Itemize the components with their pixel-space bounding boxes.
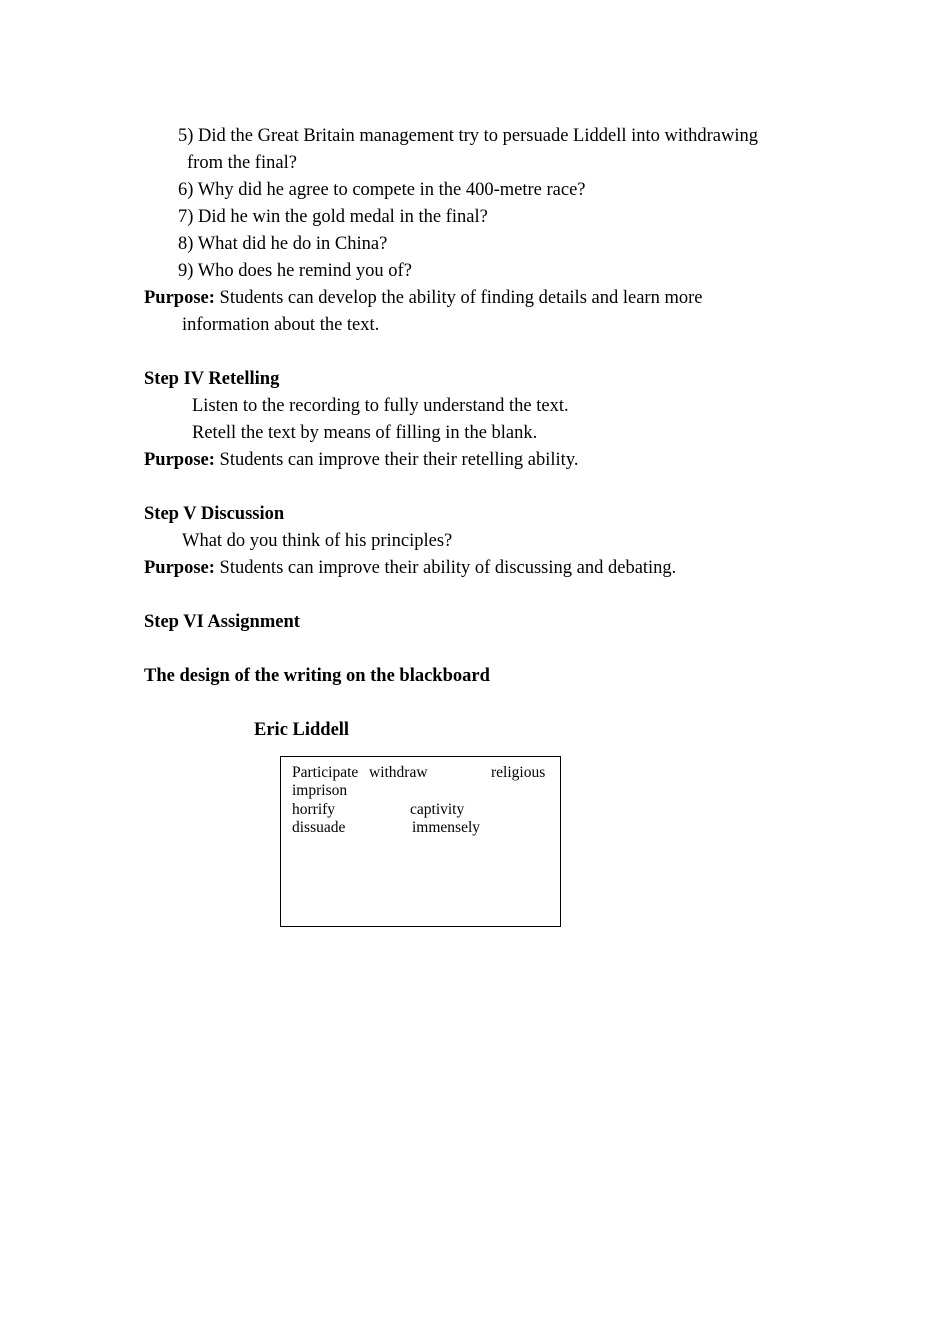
blackboard-title: Eric Liddell xyxy=(254,720,350,740)
purpose-label: Purpose: xyxy=(144,558,215,578)
purpose-text: Students can develop the ability of finding details and learn more xyxy=(219,288,703,308)
question-5-line2: from the final? xyxy=(187,153,297,173)
purpose-text: Students can improve their their retelling ability. xyxy=(219,450,579,470)
step4-heading: Step IV Retelling xyxy=(144,369,280,389)
word-participate: Participate xyxy=(292,764,359,781)
question-7: 7) Did he win the gold medal in the final? xyxy=(178,207,488,227)
word-captivity: captivity xyxy=(410,801,465,818)
purpose-step3 xyxy=(144,285,702,312)
word-withdraw: withdraw xyxy=(369,764,428,781)
purpose-label: Purpose: xyxy=(144,288,215,308)
purpose-text: Students can improve their ability of discussing and debating. xyxy=(219,558,677,578)
word-horrify: horrify xyxy=(292,801,336,818)
word-religious: religious xyxy=(491,764,546,781)
purpose-label: Purpose: xyxy=(144,450,215,470)
purpose-step3-line2: information about the text. xyxy=(182,315,380,335)
question-8: 8) What did he do in China? xyxy=(178,234,388,254)
step4-item-1: Listen to the recording to fully understand the text. xyxy=(192,396,569,416)
purpose-step5 xyxy=(144,555,676,582)
step4-item-2: Retell the text by means of filling in the blank. xyxy=(192,423,538,443)
blackboard-heading: The design of the writing on the blackboard xyxy=(144,666,490,686)
question-6: 6) Why did he agree to compete in the 400-metre race? xyxy=(178,180,586,200)
step5-question: What do you think of his principles? xyxy=(182,531,453,551)
purpose-step4 xyxy=(144,447,579,474)
word-dissuade: dissuade xyxy=(292,819,346,836)
blackboard-box xyxy=(280,756,561,927)
step5-heading: Step V Discussion xyxy=(144,504,285,524)
question-5-line1: 5) Did the Great Britain management try to persuade Liddell into withdrawing xyxy=(178,126,759,146)
question-9: 9) Who does he remind you of? xyxy=(178,261,412,281)
word-imprison: imprison xyxy=(292,782,348,799)
word-immensely: immensely xyxy=(412,819,481,836)
step6-heading: Step VI Assignment xyxy=(144,612,300,632)
